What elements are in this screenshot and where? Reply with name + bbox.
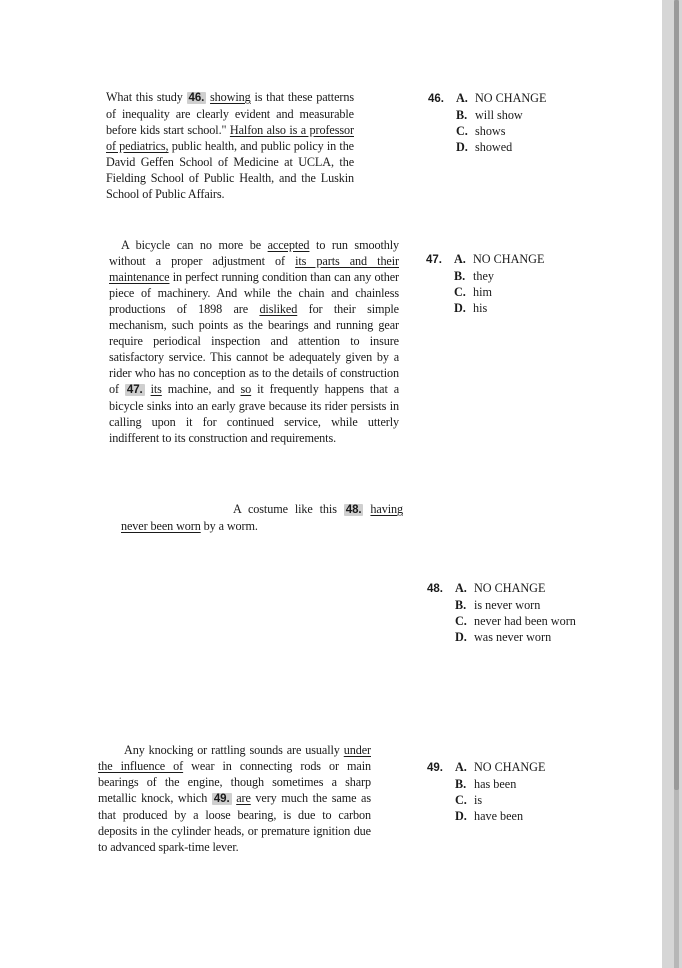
option-b[interactable]: is never worn — [474, 598, 541, 612]
option-c[interactable]: him — [473, 285, 492, 299]
window-edge — [662, 0, 682, 968]
passage-text: public health, and public policy in the David Geffen School of Medicine at UCLA, the Fielding School of Public Health, and the Luskin School of Public Affairs. — [106, 139, 354, 201]
underlined-phrase: under the influence of — [98, 743, 371, 773]
question-number: 49. — [427, 762, 443, 774]
option-d[interactable]: his — [473, 301, 488, 315]
option-letter[interactable]: C. — [455, 793, 467, 807]
underlined-phrase: having — [370, 502, 403, 516]
passage-text: to run smoothly without a proper adjustment of — [109, 238, 400, 268]
question-number: 48. — [427, 583, 443, 595]
question-49 — [427, 759, 545, 824]
passage-47 — [109, 237, 399, 446]
option-letter[interactable]: A. — [456, 91, 468, 105]
option-b[interactable]: will show — [475, 108, 523, 122]
passage-text: wear in connecting rods or main bearings of the engine, though sometimes a sharp metallic knock, which — [98, 759, 371, 805]
passage-text: for their simple mechanism, such points as the bearings and running gear require periodical inspection and attention to insure satisfactory service. This cannot be adequately given by a rider who has no conception as to the details of construction of — [109, 302, 399, 396]
passage-text: very much the same as that produced by a loose bearing, is due to carbon deposits in the cylinder heads, or premature ignition due to advanced spark-time lever. — [98, 791, 372, 854]
question-marker-48[interactable]: 48. — [345, 504, 362, 516]
question-number: 46. — [428, 93, 444, 105]
option-letter[interactable]: A. — [455, 581, 467, 595]
underlined-phrase: its — [150, 382, 162, 396]
option-b[interactable]: has been — [474, 777, 517, 791]
underlined-phrase: accepted — [267, 238, 310, 252]
passage-48 — [121, 501, 403, 534]
underlined-phrase: disliked — [259, 302, 298, 316]
option-letter[interactable]: D. — [454, 301, 466, 315]
passage-text: A bicycle can no more be — [121, 238, 268, 252]
question-48 — [427, 580, 576, 645]
option-letter[interactable]: B. — [456, 108, 468, 122]
underlined-phrase: so — [240, 382, 252, 396]
option-letter[interactable]: D. — [455, 809, 467, 823]
option-d[interactable]: have been — [474, 809, 524, 823]
option-a[interactable]: NO CHANGE — [474, 760, 546, 774]
question-46 — [428, 90, 546, 155]
passage-text: by a worm. — [200, 519, 258, 533]
option-c[interactable]: is — [474, 793, 483, 807]
option-letter[interactable]: D. — [456, 140, 468, 154]
passage-49 — [98, 742, 371, 855]
underlined-phrase: showing — [210, 90, 251, 104]
option-letter[interactable]: B. — [455, 777, 467, 791]
underlined-phrase: Halfon also is a professor of pediatrics, — [106, 123, 354, 153]
scrollbar-thumb[interactable] — [674, 0, 679, 790]
option-letter[interactable]: D. — [455, 630, 467, 644]
option-letter[interactable]: A. — [454, 252, 466, 266]
passage-text: machine, and — [161, 382, 241, 396]
question-47 — [426, 251, 544, 316]
passage-text: it frequently happens that a bicycle sinks into an early grave because its rider persists in calling upon it for continued service, while utterly indifferent to its construction and requirements. — [109, 382, 400, 445]
option-d[interactable]: was never worn — [474, 630, 552, 644]
option-d[interactable]: showed — [475, 140, 513, 154]
question-marker-46[interactable]: 46. — [188, 92, 205, 104]
passage-text: Any knocking or rattling sounds are usually — [124, 743, 344, 757]
underlined-phrase: are — [236, 791, 251, 805]
option-c[interactable]: shows — [475, 124, 506, 138]
option-b[interactable]: they — [473, 269, 494, 283]
option-letter[interactable]: C. — [455, 614, 467, 628]
passage-46 — [106, 89, 354, 202]
option-letter[interactable]: C. — [456, 124, 468, 138]
passage-text: in perfect running condition than can any other piece of machinery. And while the chain and chainless productions of 1898 are — [109, 270, 399, 316]
option-letter[interactable]: B. — [455, 598, 467, 612]
passage-text: What this study — [106, 90, 187, 104]
underlined-phrase: never been worn — [121, 519, 201, 533]
question-number: 47. — [426, 254, 442, 266]
option-letter[interactable]: A. — [455, 760, 467, 774]
option-letter[interactable]: B. — [454, 269, 466, 283]
option-a[interactable]: NO CHANGE — [474, 581, 546, 595]
option-a[interactable]: NO CHANGE — [475, 91, 547, 105]
option-c[interactable]: never had been worn — [474, 614, 576, 628]
option-letter[interactable]: C. — [454, 285, 466, 299]
passage-text: A costume like this — [233, 502, 344, 516]
underlined-phrase: its parts and their maintenance — [109, 254, 399, 284]
passage-text: is that these patterns of inequality are clearly evident and measurable before kids start school." — [106, 90, 354, 137]
option-a[interactable]: NO CHANGE — [473, 252, 545, 266]
question-marker-47[interactable]: 47. — [126, 384, 143, 396]
question-marker-49[interactable]: 49. — [213, 793, 230, 805]
